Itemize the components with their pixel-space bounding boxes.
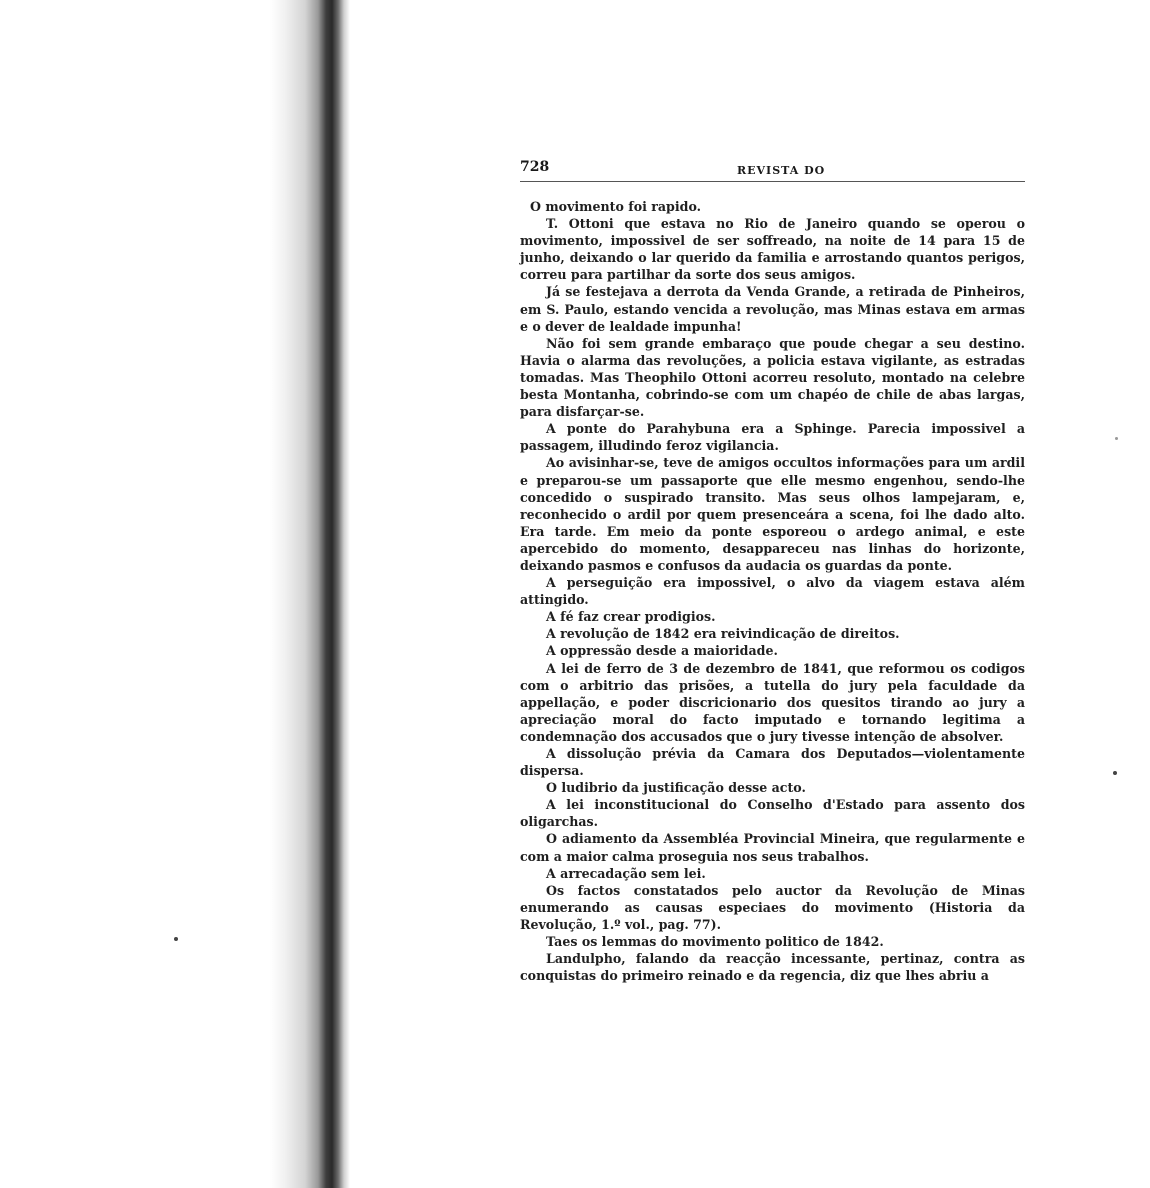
journal-title: REVISTA DO xyxy=(737,164,826,177)
paragraph: Não foi sem grande embaraço que poude chegar a seu destino. Havia o alarma das revoluções, a policia estava vigilante, as estradas tomadas. Mas Theophilo Ottoni acorreu resoluto, montado na celebre besta Montanha, cobrindo-se com um chapéo de chile de abas largas, para disfarçar-se. xyxy=(520,335,1025,420)
book-binding-shadow xyxy=(0,0,350,1188)
paragraph: A lei inconstitucional do Conselho d'Estado para assento dos oligarchas. xyxy=(520,797,1025,830)
paragraph: A arrecadação sem lei. xyxy=(546,865,706,881)
paragraph: Os factos constatados pelo auctor da Revolução de Minas enumerando as causas especiaes do movimento (Historia da Revolução, 1.º vol., pag. 77). xyxy=(520,882,1025,932)
paragraph: A perseguição era impossivel, o alvo da viagem estava além attingido. xyxy=(520,575,1025,608)
paragraph: T. Ottoni que estava no Rio de Janeiro quando se operou o movimento, impossivel de ser soffreado, na noite de 14 para 15 de junho, deixando o lar querido da familia e arrostando quantos perigos, correu para partilhar da sorte dos seus amigos. xyxy=(520,216,1025,283)
paragraph: O movimento foi rapido. xyxy=(530,199,702,214)
book-page xyxy=(520,155,1025,1115)
paragraph: A revolução de 1842 era reivindicação de direitos. xyxy=(546,626,900,642)
paragraph: A lei de ferro de 3 de dezembro de 1841, que reformou os codigos com o arbitrio das prisões, a tutella do jury pela faculdade da appellação, e poder discricionario dos quesitos tirando ao jury a apreciação moral do facto imputado e tornando legitima a condemnação dos accusados que o jury tivesse intenção de absolver. xyxy=(520,660,1025,744)
paragraph: Landulpho, falando da reacção incessante, pertinaz, contra as conquistas do primeiro reinado e da regencia, diz que lhes abriu a xyxy=(520,951,1025,984)
scan-speck xyxy=(1115,437,1118,440)
paragraph: Ao avisinhar-se, teve de amigos occultos informações para um ardil e preparou-se um passaporte que elle mesmo engenhou, sendo-lhe concedido o suspirado transito. Mas seus olhos lampejaram, e, reconhecido o ardil por quem presenceára a scena, foi lhe dado alto. Era tarde. Em meio da ponte esporeou o ardego animal, e este apercebido do momento, desappareceu nas linhas do horizonte, deixando pasmos e confusos da audacia os guardas da ponte. xyxy=(520,455,1025,573)
paragraph: A fé faz crear prodigios. xyxy=(546,609,716,625)
paragraph: O ludibrio da justificação desse acto. xyxy=(546,780,806,796)
paragraph: Já se festejava a derrota da Venda Grande, a retirada de Pinheiros, em S. Paulo, estando vencida a revolução, mas Minas estava em armas e o dever de lealdade impunha! xyxy=(520,284,1025,334)
scan-speck xyxy=(174,937,178,941)
paragraph: A dissolução prévia da Camara dos Deputados—violentamente dispersa. xyxy=(520,746,1025,779)
scan-speck xyxy=(1113,771,1117,775)
paragraph: Taes os lemmas do movimento politico de 1842. xyxy=(546,934,884,950)
article-body xyxy=(520,198,1025,984)
page-number: 728 xyxy=(520,159,550,175)
paragraph: A oppressão desde a maioridade. xyxy=(546,643,778,659)
running-head xyxy=(520,155,1025,182)
paragraph: O adiamento da Assembléa Provincial Mineira, que regularmente e com a maior calma proseguia nos seus trabalhos. xyxy=(520,831,1025,864)
paragraph: A ponte do Parahybuna era a Sphinge. Parecia impossivel a passagem, illudindo feroz vigilancia. xyxy=(520,421,1025,454)
